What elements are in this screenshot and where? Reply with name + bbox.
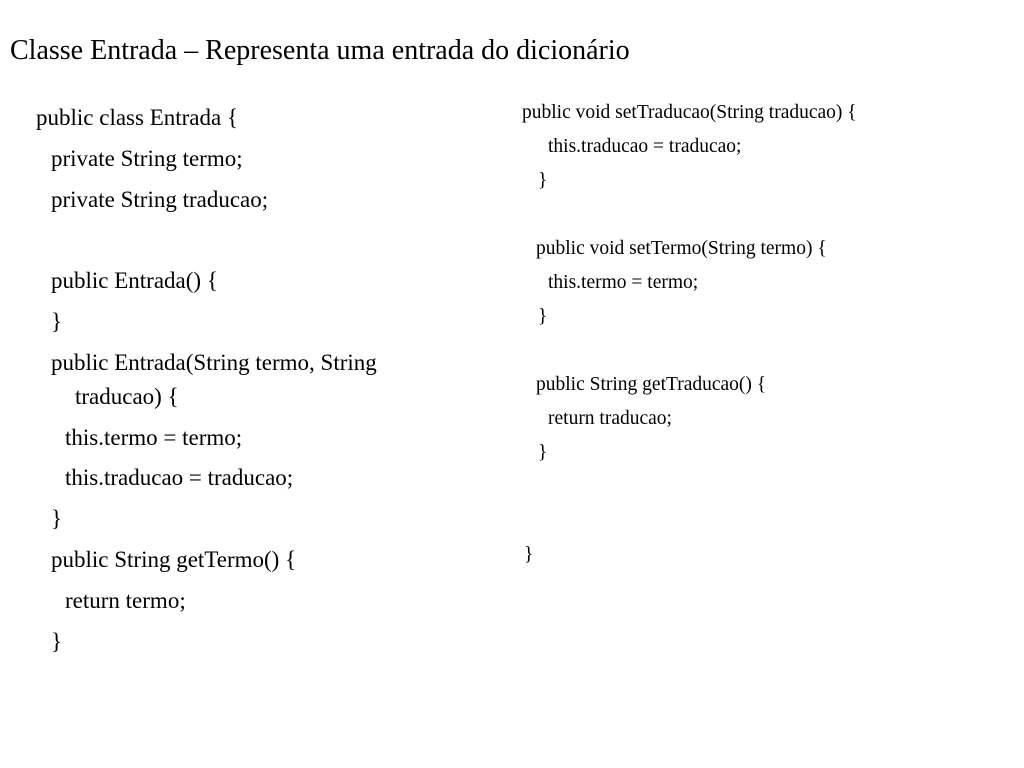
code-line: traducao) { — [75, 383, 179, 409]
code-line: this.termo = termo; — [65, 424, 243, 450]
code-line: } — [51, 308, 63, 334]
code-line: public Entrada(String termo, String — [51, 349, 377, 375]
code-line: public class Entrada { — [36, 105, 239, 130]
slide-title: Classe Entrada – Representa uma entrada do dicionário — [10, 35, 630, 66]
code-line: } — [51, 628, 63, 654]
code-line: this.traducao = traducao; — [65, 465, 294, 491]
code-line: public void setTermo(String termo) { — [536, 238, 827, 259]
code-line: private String termo; — [51, 145, 243, 171]
code-line: } — [538, 306, 548, 327]
code-line: } — [538, 170, 548, 191]
code-line: public String getTermo() { — [51, 546, 297, 572]
code-line: } — [538, 442, 548, 463]
code-block-right — [522, 98, 1002, 574]
code-line: return termo; — [65, 587, 186, 613]
code-line: return traducao; — [548, 408, 672, 429]
code-block-left — [36, 101, 476, 665]
code-line: this.traducao = traducao; — [548, 136, 742, 157]
code-line: private String traducao; — [51, 186, 269, 212]
code-line — [522, 472, 1002, 506]
code-line: public Entrada() { — [51, 268, 218, 294]
code-line: } — [524, 544, 534, 565]
code-line — [36, 223, 476, 264]
code-line — [522, 336, 1002, 370]
code-line: public void setTraducao(String traducao) { — [522, 102, 857, 123]
code-line: public String getTraducao() { — [536, 374, 767, 395]
code-line: } — [51, 506, 63, 532]
code-line: this.termo = termo; — [548, 272, 699, 293]
code-line — [522, 200, 1002, 234]
code-line — [522, 506, 1002, 540]
